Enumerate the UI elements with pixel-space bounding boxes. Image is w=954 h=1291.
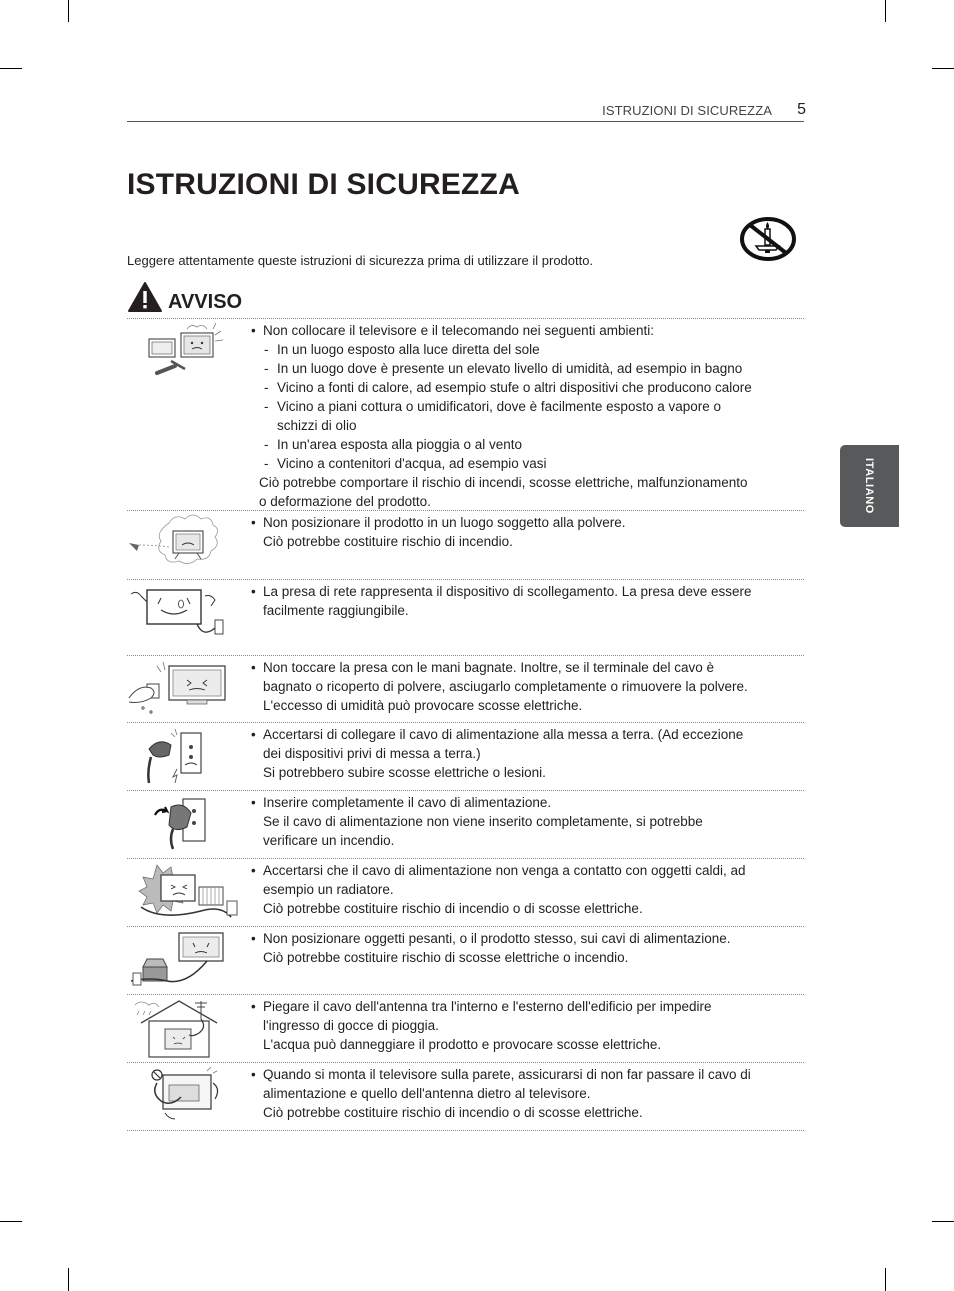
insert-plug-illustration bbox=[127, 793, 243, 855]
bullet-text: • Piegare il cavo dell'antenna tra l'interno e l'esterno dell'edificio per impedire bbox=[251, 997, 804, 1016]
crop-mark bbox=[68, 0, 69, 22]
wet-hands-illustration bbox=[127, 658, 243, 720]
bullet-text: • Non posizionare oggetti pesanti, o il prodotto stesso, sui cavi di alimentazione. bbox=[251, 929, 804, 948]
warning-text-line: l'ingresso di gocce di pioggia. bbox=[263, 1018, 439, 1033]
sub-item-continuation: schizzi di olio bbox=[277, 418, 357, 433]
warning-text bbox=[251, 1063, 804, 1122]
warning-consequence: facilmente raggiungibile. bbox=[263, 603, 409, 618]
crop-mark bbox=[0, 1221, 22, 1222]
warning-item bbox=[127, 655, 804, 722]
warning-item bbox=[127, 926, 804, 994]
warning-text-line: Se il cavo di alimentazione non viene inserito completamente, si potrebbe bbox=[263, 814, 703, 829]
warning-consequence: Ciò potrebbe costituire rischio di scosse elettriche o incendio. bbox=[263, 950, 629, 965]
heavy-object-cable-illustration bbox=[127, 929, 243, 991]
ground-plug-illustration bbox=[127, 725, 243, 787]
hot-cable-illustration bbox=[127, 861, 243, 923]
wall-mount-illustration bbox=[127, 1065, 243, 1127]
warning-item bbox=[127, 994, 804, 1062]
page-number: 5 bbox=[797, 101, 806, 118]
warning-text bbox=[251, 791, 804, 850]
running-header-title: ISTRUZIONI DI SICUREZZA bbox=[602, 103, 772, 118]
crop-mark bbox=[68, 1268, 69, 1291]
warning-text-line: alimentazione e quello dell'antenna dietro al televisore. bbox=[263, 1086, 591, 1101]
no-candle-icon bbox=[738, 215, 798, 263]
sub-item: - Vicino a contenitori d'acqua, ad esempio vasi bbox=[251, 454, 804, 473]
warning-text bbox=[251, 927, 804, 967]
crop-mark bbox=[932, 1221, 954, 1222]
warning-triangle-icon bbox=[127, 281, 163, 313]
bullet-text: • Non collocare il televisore e il telecomando nei seguenti ambienti: bbox=[251, 321, 804, 340]
warning-consequence: Ciò potrebbe costituire rischio di incendio. bbox=[263, 534, 513, 549]
bullet-text: • Quando si monta il televisore sulla parete, assicurarsi di non far passare il cavo di bbox=[251, 1065, 804, 1084]
plug-access-illustration bbox=[127, 582, 243, 644]
sub-item: - In un luogo dove è presente un elevato livello di umidità, ad esempio in bagno bbox=[251, 359, 804, 378]
bullet-text: • La presa di rete rappresenta il dispositivo di scollegamento. La presa deve essere bbox=[251, 582, 804, 601]
warning-text bbox=[251, 656, 804, 715]
warning-item bbox=[127, 579, 804, 655]
warning-consequence: verificare un incendio. bbox=[263, 833, 395, 848]
antenna-house-illustration bbox=[127, 997, 243, 1059]
warning-item bbox=[127, 318, 804, 510]
warning-text-line: dei dispositivi privi di messa a terra.) bbox=[263, 746, 481, 761]
language-tab-label: ITALIANO bbox=[863, 458, 875, 514]
bullet-text: • Accertarsi di collegare il cavo di alimentazione alla messa a terra. (Ad eccezione bbox=[251, 725, 804, 744]
warning-item bbox=[127, 1062, 804, 1131]
warning-consequence: Ciò potrebbe costituire rischio di incendio o di scosse elettriche. bbox=[263, 1105, 643, 1120]
warning-consequence: Ciò potrebbe comportare il rischio di incendi, scosse elettriche, malfunzionamento bbox=[259, 475, 748, 490]
warning-text bbox=[251, 723, 804, 782]
bullet-text: • Non posizionare il prodotto in un luogo soggetto alla polvere. bbox=[251, 513, 804, 532]
bullet-text: • Accertarsi che il cavo di alimentazione non venga a contatto con oggetti caldi, ad bbox=[251, 861, 804, 880]
bullet-text: • Non toccare la presa con le mani bagnate. Inoltre, se il terminale del cavo è bbox=[251, 658, 804, 677]
crop-mark bbox=[932, 68, 954, 69]
crop-mark bbox=[885, 0, 886, 22]
intro-text: Leggere attentamente queste istruzioni di sicurezza prima di utilizzare il prodotto. bbox=[127, 253, 594, 268]
warning-consequence: Ciò potrebbe costituire rischio di incendio o di scosse elettriche. bbox=[263, 901, 643, 916]
warning-consequence: L'eccesso di umidità può provocare scosse elettriche. bbox=[263, 698, 583, 713]
warning-text bbox=[251, 580, 804, 620]
sub-item: - In un'area esposta alla pioggia o al vento bbox=[251, 435, 804, 454]
sub-item: - Vicino a piani cottura o umidificatori, dove è facilmente esposto a vapore o bbox=[251, 397, 804, 416]
warning-item bbox=[127, 858, 804, 926]
sub-item: - In un luogo esposto alla luce diretta del sole bbox=[251, 340, 804, 359]
warning-text bbox=[251, 319, 804, 511]
warning-item bbox=[127, 510, 804, 579]
warning-text bbox=[251, 511, 804, 551]
warning-text bbox=[251, 995, 804, 1054]
warning-consequence: Si potrebbero subire scosse elettriche o lesioni. bbox=[263, 765, 546, 780]
dust-illustration bbox=[127, 513, 243, 575]
warning-item bbox=[127, 790, 804, 858]
warning-text bbox=[251, 859, 804, 918]
warning-item bbox=[127, 722, 804, 790]
language-tab bbox=[840, 445, 899, 527]
warning-text-line: bagnato o ricoperto di polvere, asciugarlo completamente o rimuovere la polvere. bbox=[263, 679, 748, 694]
sub-item: - Vicino a fonti di calore, ad esempio stufe o altri dispositivi che producono calore bbox=[251, 378, 804, 397]
crop-mark bbox=[885, 1268, 886, 1291]
bullet-text: • Inserire completamente il cavo di alimentazione. bbox=[251, 793, 804, 812]
warning-consequence: L'acqua può danneggiare il prodotto e provocare scosse elettriche. bbox=[263, 1037, 662, 1052]
warning-text-line: esempio un radiatore. bbox=[263, 882, 394, 897]
avviso-label: AVVISO bbox=[168, 291, 243, 313]
header-rule bbox=[127, 121, 804, 122]
crop-mark bbox=[0, 68, 22, 69]
warning-consequence: o deformazione del prodotto. bbox=[259, 494, 431, 509]
warning-list bbox=[127, 318, 804, 1131]
tv-environments-illustration bbox=[127, 321, 243, 383]
page-title: ISTRUZIONI DI SICUREZZA bbox=[127, 168, 520, 201]
